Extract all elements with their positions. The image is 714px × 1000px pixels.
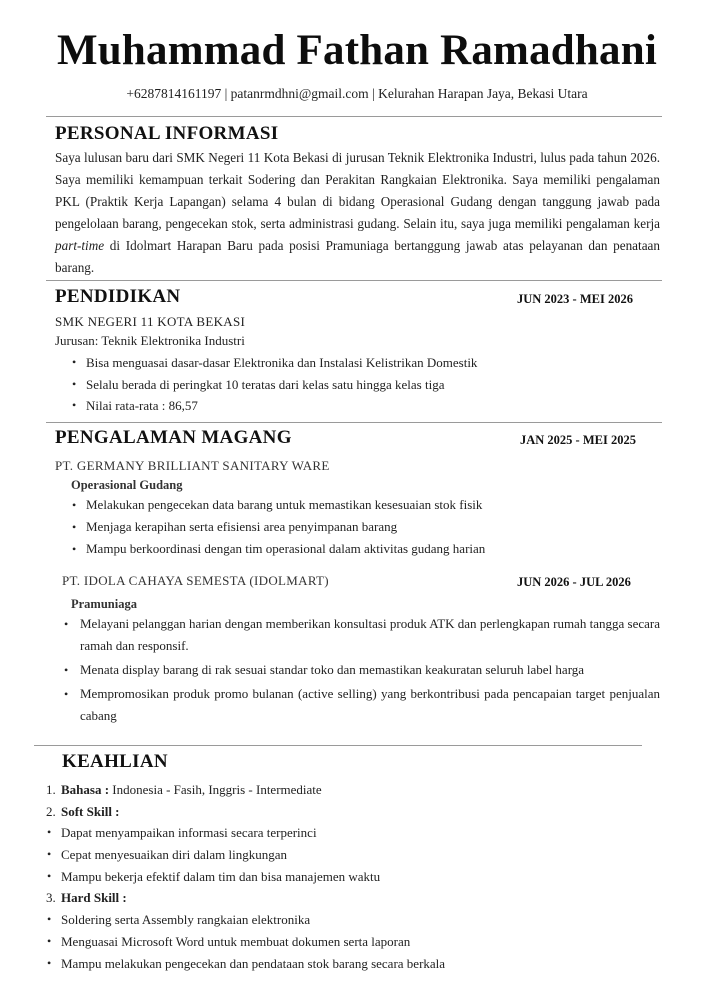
job-role: Pramuniaga <box>71 597 137 611</box>
skill-hard-row: 3. Hard Skill : <box>46 890 127 906</box>
education-bullets <box>70 352 660 417</box>
section-title-personal: PERSONAL INFORMASI <box>55 123 279 144</box>
divider <box>46 280 662 281</box>
section-title-skills: KEAHLIAN <box>62 751 168 772</box>
company-name: PT. IDOLA CAHAYA SEMESTA (IDOLMART) <box>62 573 329 588</box>
education-date: JUN 2023 - MEI 2026 <box>517 292 633 306</box>
section-title-education: PENDIDIKAN <box>55 286 181 307</box>
skill-language-row: 1. Bahasa : Indonesia - Fasih, Inggris - Intermediate <box>46 782 322 797</box>
skill-value: Indonesia - Fasih, Inggris - Intermediate <box>112 782 322 797</box>
list-item: • Soldering serta Assembly rangkaian elektronika <box>47 912 311 928</box>
list-item: • Mempromosikan produk promo bulanan (active selling) yang berkontribusi pada pencapaian target penjualan cabang <box>64 686 660 723</box>
school-major: Jurusan: Teknik Elektronika Industri <box>55 333 245 348</box>
divider <box>46 422 662 423</box>
list-item: • Bisa menguasai dasar-dasar Elektronika dan Instalasi Kelistrikan Domestik <box>72 355 478 370</box>
divider <box>34 745 642 746</box>
list-item: • Dapat menyampaikan informasi secara terperinci <box>47 825 317 841</box>
section-title-experience: PENGALAMAN MAGANG <box>55 427 292 448</box>
job-bullets <box>62 613 660 727</box>
personal-summary <box>55 147 660 279</box>
skills-list <box>46 779 666 974</box>
list-item: • Mampu bekerja efektif dalam tim dan bisa manajemen waktu <box>47 868 381 884</box>
company-name: PT. GERMANY BRILLIANT SANITARY WARE <box>55 458 330 473</box>
summary-italic: part-time <box>55 238 105 253</box>
list-item: • Selalu berada di peringkat 10 teratas dari kelas satu hingga kelas tiga <box>72 376 445 392</box>
skill-label: Soft Skill : <box>61 803 120 819</box>
job-date: JUN 2026 - JUL 2026 <box>517 575 631 589</box>
job-bullets <box>70 494 660 560</box>
experience-date: JAN 2025 - MEI 2025 <box>520 433 636 447</box>
school-name: SMK NEGERI 11 KOTA BEKASI <box>55 314 246 329</box>
list-item: • Mampu berkoordinasi dengan tim operasional dalam aktivitas gudang harian <box>72 541 486 556</box>
list-item: • Mampu melakukan pengecekan dan pendataan stok barang secara berkala <box>47 955 446 971</box>
summary-text: Saya lulusan baru dari SMK Negeri 11 Kota Bekasi di jurusan Teknik Elektronika Industri, lulus pada tahun 2026. Saya memiliki kemampuan terkait Sodering dan Perakitan Rangkaian Elektronika. Saya memiliki pengalaman PKL (Praktik Kerja Lapangan) selama 4 bulan di bidang Operasional Gudang dengan tanggung jawab pada pengelolaan barang, pengecekan stok, serta administrasi gudang. Selain itu, saya juga memiliki pengalaman kerja <box>55 150 660 231</box>
list-item: • Cepat menyesuaikan diri dalam lingkungan <box>47 847 287 863</box>
candidate-name: Muhammad Fathan Ramadhani <box>57 27 657 74</box>
summary-text-end: di Idolmart Harapan Baru pada posisi Pramuniaga bertanggung jawab atas pelayanan dan penataan barang. <box>55 238 660 275</box>
contact-line: +6287814161197 | patanrmdhni@gmail.com | Kelurahan Harapan Jaya, Bekasi Utara <box>126 86 588 101</box>
list-item: • Nilai rata-rata : 86,57 <box>72 398 198 413</box>
divider <box>46 116 662 117</box>
skill-label: Bahasa : <box>61 782 110 797</box>
skill-soft-row: 2. Soft Skill : <box>46 803 120 819</box>
job-role: Operasional Gudang <box>71 478 183 492</box>
skill-label: Hard Skill : <box>61 890 127 906</box>
list-item: • Melayani pelanggan harian dengan memberikan konsultasi produk ATK dan perlengkapan rumah tangga secara ramah dan responsif. <box>64 616 660 653</box>
list-item: • Menguasai Microsoft Word untuk membuat dokumen serta laporan <box>47 933 411 949</box>
list-item: • Menjaga kerapihan serta efisiensi area penyimpanan barang <box>72 519 398 534</box>
list-item: • Melakukan pengecekan data barang untuk memastikan kesesuaian stok fisik <box>72 497 483 512</box>
list-item: • Menata display barang di rak sesuai standar toko dan memastikan keakuratan seluruh label harga <box>64 662 585 677</box>
